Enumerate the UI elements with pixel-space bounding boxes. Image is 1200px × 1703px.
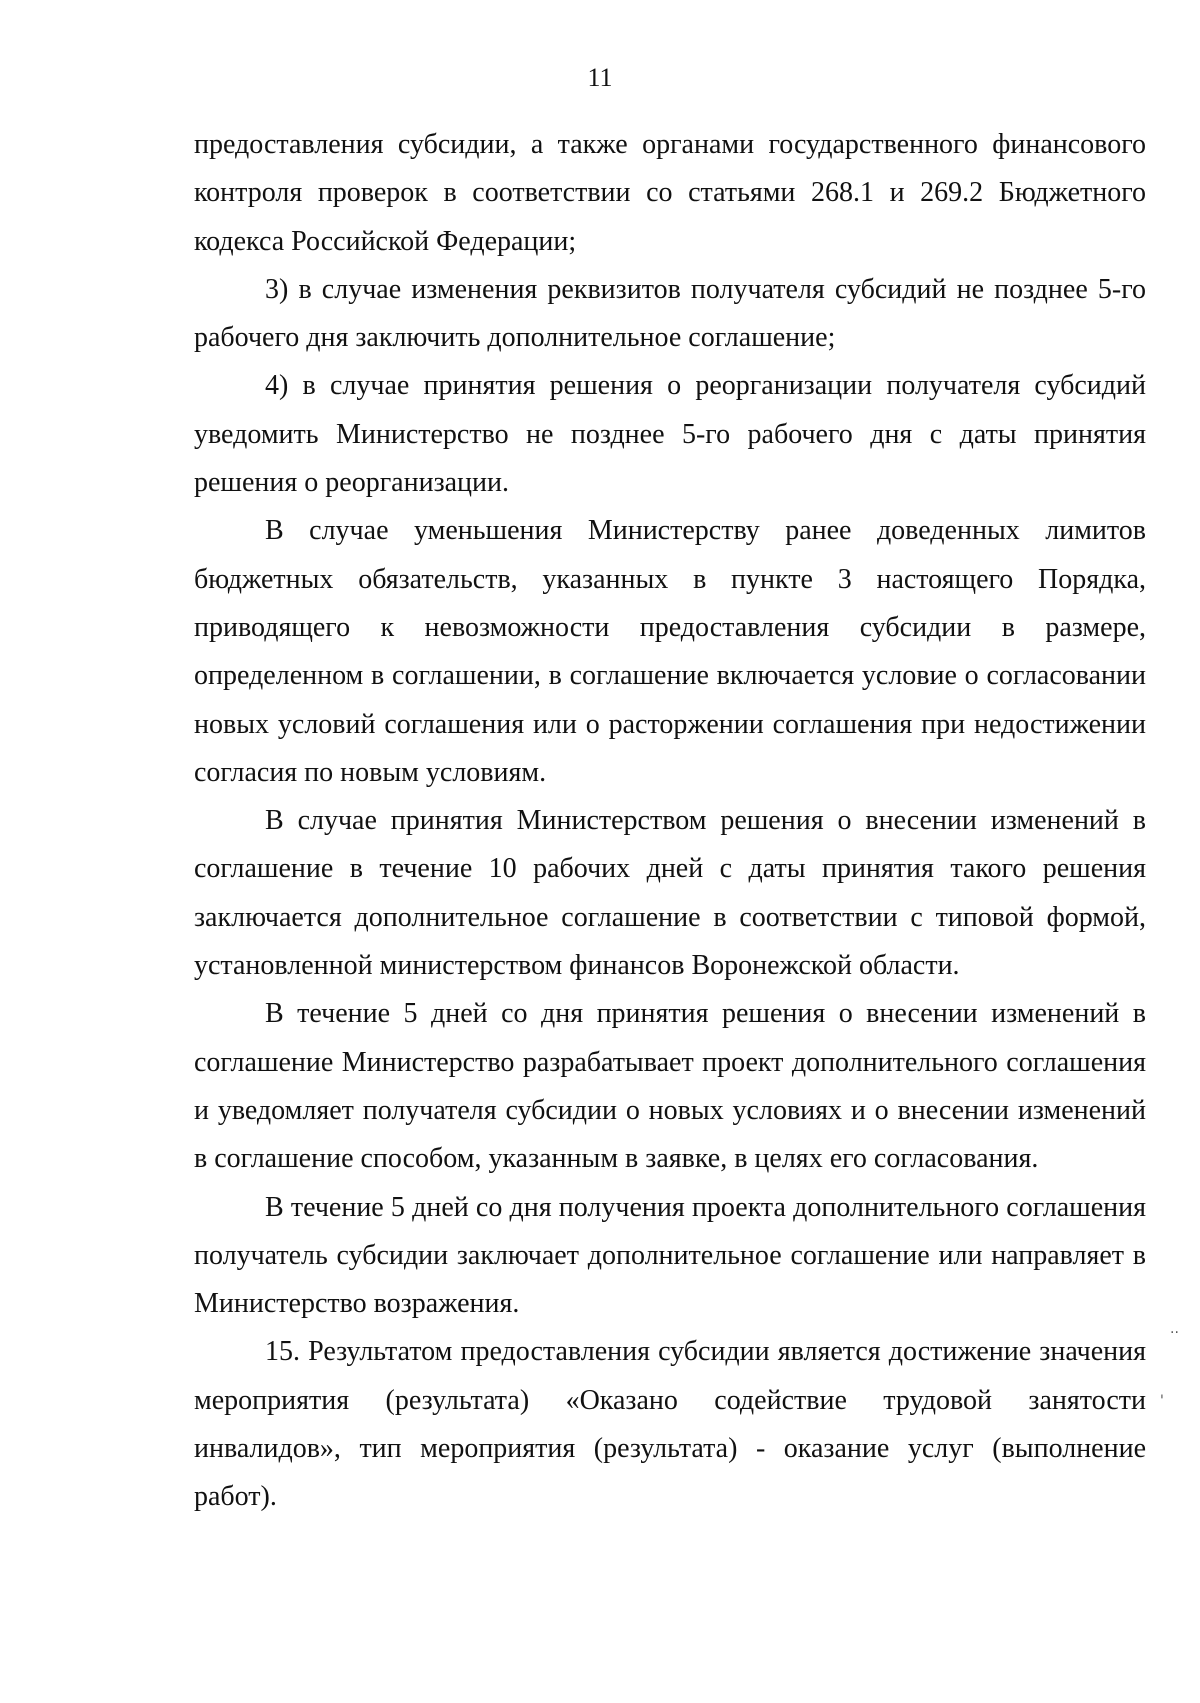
paragraph-item-3: 3) в случае изменения реквизитов получателя субсидий не позднее 5-го рабочего дня заключить дополнительное соглашение; bbox=[194, 273, 1146, 354]
scan-mark: ' bbox=[1160, 1393, 1164, 1409]
paragraph-continuation: предоставления субсидии, а также органами государственного финансового контроля проверок в соответствии со статьями 268.1 и 269.2 Бюджетного кодекса Российской Федерации; bbox=[194, 129, 1146, 257]
paragraph-amendment-decision: В случае принятия Министерством решения о внесении изменений в соглашение в течение 10 рабочих дней с даты принятия такого решения заключается дополнительное соглашение в соответствии с типовой формой, установленной министерством финансов Воронежской области. bbox=[194, 805, 1146, 982]
paragraph-item-4: 4) в случае принятия решения о реорганизации получателя субсидий уведомить Министерство не позднее 5-го рабочего дня с даты принятия решения о реорганизации. bbox=[194, 370, 1146, 499]
scan-mark: ·· bbox=[1170, 1325, 1179, 1341]
paragraph-draft-agreement: В течение 5 дней со дня принятия решения о внесении изменений в соглашение Министерство разрабатывает проект дополнительного соглашения и уведомляет получателя субсидии о новых условиях и о внесении изменений в соглашение способом, указанным в заявке, в целях его согласования. bbox=[194, 998, 1146, 1175]
paragraph-recipient-response: В течение 5 дней со дня получения проекта дополнительного соглашения получатель субсидии заключает дополнительное соглашение или направляет в Министерство возражения. bbox=[194, 1191, 1146, 1320]
paragraph-limits-reduction: В случае уменьшения Министерству ранее доведенных лимитов бюджетных обязательств, указанных в пункте 3 настоящего Порядка, приводящего к невозможности предоставления субсидии в размере, определенном в соглашении, в соглашение включается условие о согласовании новых условий соглашения или о расторжении соглашения при недостижении согласия по новым условиям. bbox=[194, 515, 1146, 788]
page-number: 11 bbox=[587, 63, 613, 92]
document-body bbox=[194, 121, 1146, 1522]
paragraph-item-15: 15. Результатом предоставления субсидии является достижение значения мероприятия (результата) «Оказано содействие трудовой занятости инвалидов», тип мероприятия (результата) - оказание услуг (выполнение работ). bbox=[194, 1336, 1146, 1513]
